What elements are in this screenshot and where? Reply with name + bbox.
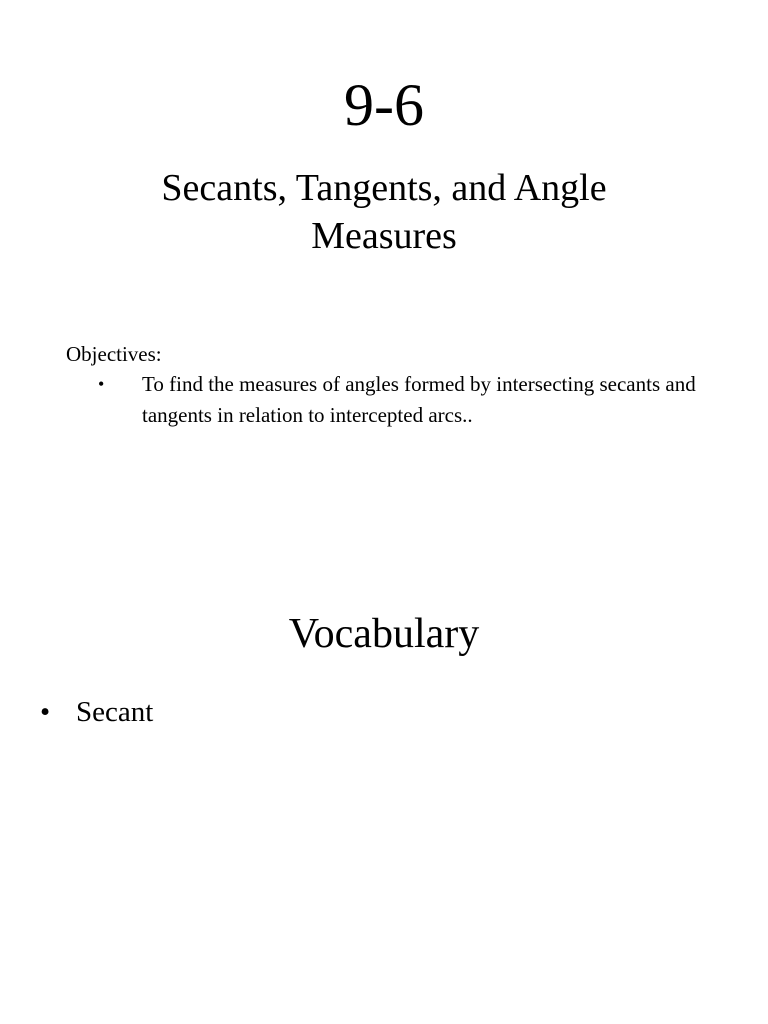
lesson-title: Secants, Tangents, and Angle Measures bbox=[161, 167, 607, 257]
slide-vocabulary bbox=[0, 512, 768, 1024]
bullet-icon: • bbox=[40, 696, 51, 728]
vocabulary-item bbox=[40, 692, 153, 732]
objectives-list bbox=[98, 369, 718, 431]
bullet-icon: • bbox=[98, 374, 105, 394]
vocabulary-title: Vocabulary bbox=[288, 611, 480, 657]
objective-text: To find the measures of angles formed by intersecting secants and tangents in relation to intercepted arcs.. bbox=[142, 372, 696, 427]
objective-item bbox=[98, 369, 718, 431]
objectives-heading: Objectives: bbox=[66, 342, 162, 366]
lesson-number: 9-6 bbox=[344, 72, 424, 138]
vocabulary-term: Secant bbox=[76, 696, 154, 728]
vocabulary-list bbox=[40, 692, 153, 732]
